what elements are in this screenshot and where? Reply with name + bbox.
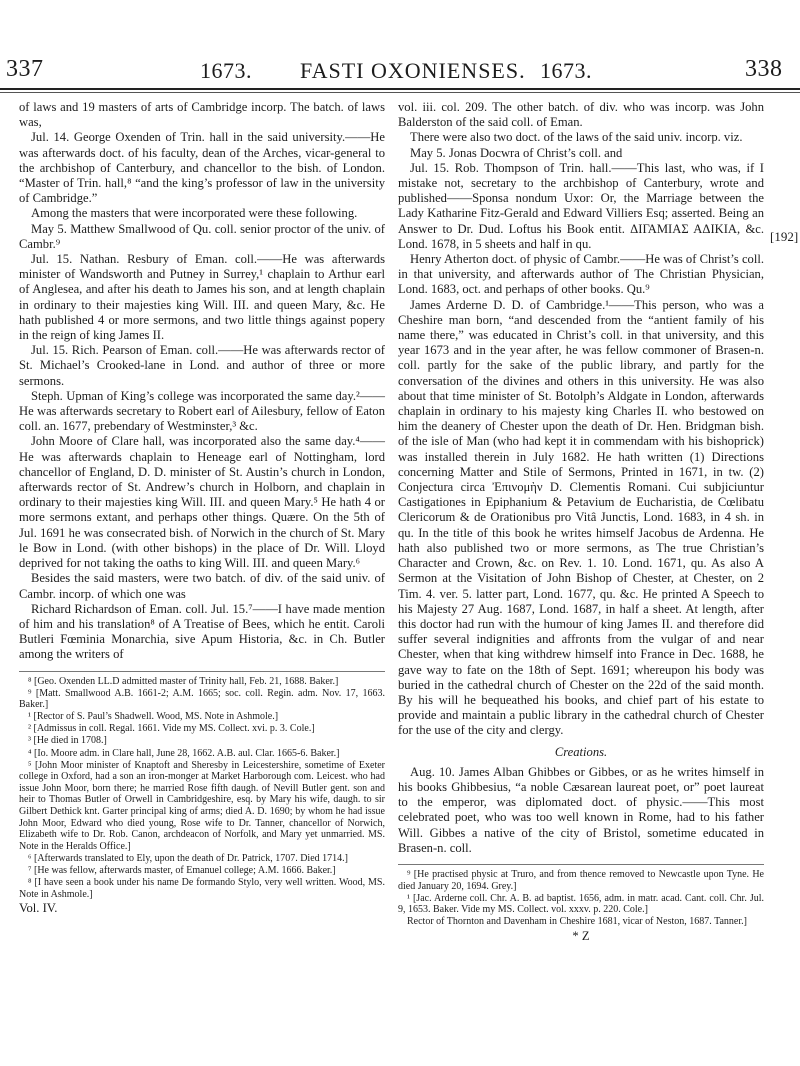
footnote: ⁹ [Matt. Smallwood A.B. 1661-2; A.M. 1665; soc. coll. Regin. adm. Nov. 17, 1663. Baker.]	[19, 687, 385, 711]
margin-note: [192]	[770, 229, 799, 244]
left-paragraph: May 5. Matthew Smallwood of Qu. coll. senior proctor of the univ. of Cambr.⁹	[19, 221, 385, 251]
right-paragraph: vol. iii. col. 209. The other batch. of div. who was incorp. was John Balderston of the said coll. of Eman.	[398, 100, 764, 130]
left-paragraph: John Moore of Clare hall, was incorporated also the same day.⁴——He was afterwards chaplain to Heneage earl of Nottingham, lord chancellor of England, D. D. minister of St. Austin’s church in London, afterwards rector of St. Andrew’s church in Holborn, and chaplain in ordinary to their majesties king Will. III. and queen Mary.⁵ He hath 4 or more sermons extant, and perhaps other things. Quære. On the 5th of Jul. 1691 he was consecrated bish. of Norwich in the church of St. Mary le Bow in Lond. (with other bishops) in the place of Dr. Will. Lloyd deprived for not taking the oaths to king Will. III. and queen Mary.⁶	[19, 434, 385, 571]
footnote: ⁹ [He practised physic at Truro, and from thence removed to Newcastle upon Tyne. He died January 20, 1694. Grey.]	[398, 868, 764, 892]
creations-paragraph: Aug. 10. James Alban Ghibbes or Gibbes, or as he writes himself in his books Ghibbesius, “a noble Cæsarean laureat poet, or” poet laureat to the emperor, was diplomated doct. of physic.——This most celebrated poet, who was too well known in Rome, had to his father Will. Gibbes a native of the city of Bristol, sometime educated in Brasen-n. coll.	[398, 764, 764, 855]
left-paragraph: Besides the said masters, were two batch. of div. of the said univ. of Cambr. incorp. of which one was	[19, 571, 385, 601]
left-paragraph: Jul. 15. Nathan. Resbury of Eman. coll.——He was afterwards minister of Wandsworth and Putney in Surrey,¹ chaplain to Arthur earl of Anglesea, and after his death to James his son, and at length chaplain in ordinary to their majesties king Will. III. and queen Mary, &c. He hath published 4 or more sermons, and two little things against popery in the reign of king James II.	[19, 252, 385, 343]
left-paragraph: Steph. Upman of King’s college was incorporated the same day.²——He was afterwards secretary to Robert earl of Ailesbury, fellow of Eaton coll. an. 1677, prebendary of Westminster,³ &c.	[19, 388, 385, 434]
right-column	[398, 100, 764, 944]
right-paragraph: There were also two doct. of the laws of the said univ. incorp. viz.	[410, 130, 743, 145]
footnote: ⁴ [Io. Moore adm. in Clare hall, June 28, 1662. A.B. aul. Clar. 1665-6. Baker.]	[28, 747, 340, 759]
volume-line	[19, 901, 385, 916]
right-paragraph: Henry Atherton doct. of physic of Cambr.——He was of Christ’s coll. in that university, and afterwards author of The Christian Physician, Lond. 1683, oct. and perhaps of other books. Qu.⁹	[398, 252, 764, 297]
right-paragraph: James Arderne D. D. of Cambridge.¹——This person, who was a Cheshire man born, “and descended from the “antient family of his name there,” was educated in Christ’s coll. in that university, and this year 1673 and in the year after, he was fellow commoner of Brasen-n. coll. partly for the sake of the public library, and partly for the conversation of the divines and others in this university. He was also about that time minister of St. Botolph’s Aldgate in London, afterwards chaplain in ordinary to his majesty king Charles II. who bestowed on him the deanery of Chester upon the death of Dr. Hen. Bridgman bish. of the isle of Man (who had kept it in commendam with his bishoprick) was installed therein in July 1682. He hath written (1) Directions concerning Matter and Stile of Sermons, Printed in 1671, in tw. (2) Conjectura circa Ἐπινομὴν D. Clementis Romani. Cui subjiciuntur Castigationes in Epiphanium & Petavium de Eucharistia, de Cœlibatu Clericorum & de Orationibus pro Vitâ Junctis, Lond. 1683, in 4 sh. in qu. In the title of this book he writes himself Jacobus de Ardenna. He hath also published two or more sermons, as The true Christian’s Character and Crown, &c. on Rev. 1. 10. Lond. 1671, qu. As also A Sermon at the Visitation of John Bishop of Chester, at Chester, on 2 Tim. 4. ver. 5. latter part, Lond. 1677, qu. &c. He printed A Speech to his Majesty 27 Aug. 1687, Lond. 1687, in half a sheet. At length, after this doctor had run with the humour of king James II. and therefore did suffer several indignities and affronts from the vulgar of and near Chester, when that king withdrew himself into France in Dec. 1688, he gave way to fate on the 18th of Sept. 1691; whereupon his body was buried in the cathedral church of Chester on the 22d of the said month. By his will he bequeathed his books, and chief part of his estate to provide and maintain a public library in the cathedral church of Chester for the use of the city and clergy.	[398, 297, 764, 738]
header-rule-thin	[0, 92, 800, 93]
footnote: ⁵ [John Moor minister of Knaptoft and Sheresby in Leicestershire, sometime of Exeter college in Oxford, had a son an iron-monger at Market Harborough com. Leicest. who had issue John Moor, born there; he married Rose fifth daugh. of Nevill Butler gent. son and heir to Thomas Butler of Orwell in Cambridgeshire, esq. by Mary his wife, daugh. to sir Gilbert Dethick knt. Garter principal king of arms; died A. D. 1690; by whom he had issue John Moor, Edward who died young, Rose wife to Dr. Tanner, chancellor of Norwich, Elizabeth wife to Dr. Rob. Canon, archdeacon of Norfolk, and Mary yet unmarried. MS. Note in the Heralds Office.]	[19, 759, 385, 852]
header-rule	[0, 88, 800, 90]
footnote: ² [Admissus in coll. Regal. 1661. Vide my MS. Collect. xvi. p. 3. Cole.]	[28, 723, 315, 735]
running-title: FASTI OXONIENSES.	[300, 58, 526, 83]
right-paragraph: May 5. Jonas Docwra of Christ’s coll. and	[410, 145, 623, 160]
left-paragraph: of laws and 19 masters of arts of Cambridge incorp. The batch. of laws was,	[19, 100, 385, 130]
page-header	[0, 0, 800, 92]
footnote: ⁷ [He was fellow, afterwards master, of Emanuel college; A.M. 1666. Baker.]	[28, 865, 336, 877]
footnote: ⁸ [I have seen a book under his name De formando Stylo, very well written. Wood, MS. Note in Ashmole.]	[19, 877, 385, 900]
section-heading: Creations.	[554, 744, 608, 759]
year-left: 1673.	[200, 58, 252, 83]
left-paragraph: Among the masters that were incorporated were these following.	[31, 206, 358, 221]
volume-label: Vol. IV.	[19, 901, 58, 916]
footnote: ¹ [Rector of S. Paul’s Shadwell. Wood, MS. Note in Ashmole.]	[28, 711, 279, 723]
left-paragraph: Jul. 15. Rich. Pearson of Eman. coll.——He was afterwards rector of St. Michael’s Crooked-lane in Lond. and author of three or more sermons.	[19, 343, 385, 388]
page-number-right: 338	[745, 56, 783, 82]
footnote: ³ [He died in 1708.]	[28, 735, 107, 747]
page-number-left: 337	[6, 56, 44, 82]
left-footnotes	[19, 671, 385, 901]
year-right: 1673.	[540, 58, 592, 83]
footnote: ⁶ [Afterwards translated to Ely, upon the death of Dr. Patrick, 1707. Died 1714.]	[28, 852, 348, 864]
footnote: ¹ [Jac. Arderne coll. Chr. A. B. ad baptist. 1656, adm. in matr. acad. Cant. coll. Chr. Jul. 9, 1653. Baker. Vide my MS. Collect. vol. xxxv. p. 220. Cole.]	[398, 892, 764, 916]
footnote: Rector of Thornton and Davenham in Cheshire 1681, vicar of Neston, 1687. Tanner.]	[407, 916, 747, 928]
left-paragraph: Richard Richardson of Eman. coll. Jul. 15.⁷——I have made mention of him and his translation⁸ of A Treatise of Bees, which he entit. Caroli Butleri Fœminia Monarchia, sive Apum Historia, &c. in Ch. Butler among the writers of	[19, 601, 385, 662]
left-paragraph: Jul. 14. George Oxenden of Trin. hall in the said university.——He was afterwards doct. of his faculty, dean of the Arches, vicar-general to the archbishop of Canterbury, and chancellor to the bish. of London. “Master of Trin. hall,⁸ “and the king’s professor of law in the university of Cambridge.”	[19, 130, 385, 206]
signature-line	[398, 929, 764, 944]
right-paragraph: Jul. 15. Rob. Thompson of Trin. hall.——This last, who was, if I mistake not, secretary to the archbishop of Canterbury, wrote and published——Sponsa nondum Uxor: Or, the Marriage between the Lady Katharine Fitz-Gerald and Edward Villiers Esq; asserted. Being an Answer to Dr. Dud. Loftus his Book entit. ΔΙΓΑΜΙΑΣ ΑΔΙΚΙΑ, &c. Lond. 1678, in 5 sheets and half in qu.	[398, 160, 764, 251]
right-footnotes	[398, 864, 764, 928]
signature-mark: * Z	[572, 928, 590, 943]
footnote: ⁸ [Geo. Oxenden LL.D admitted master of Trinity hall, Feb. 21, 1688. Baker.]	[28, 675, 339, 687]
left-column	[19, 100, 385, 917]
